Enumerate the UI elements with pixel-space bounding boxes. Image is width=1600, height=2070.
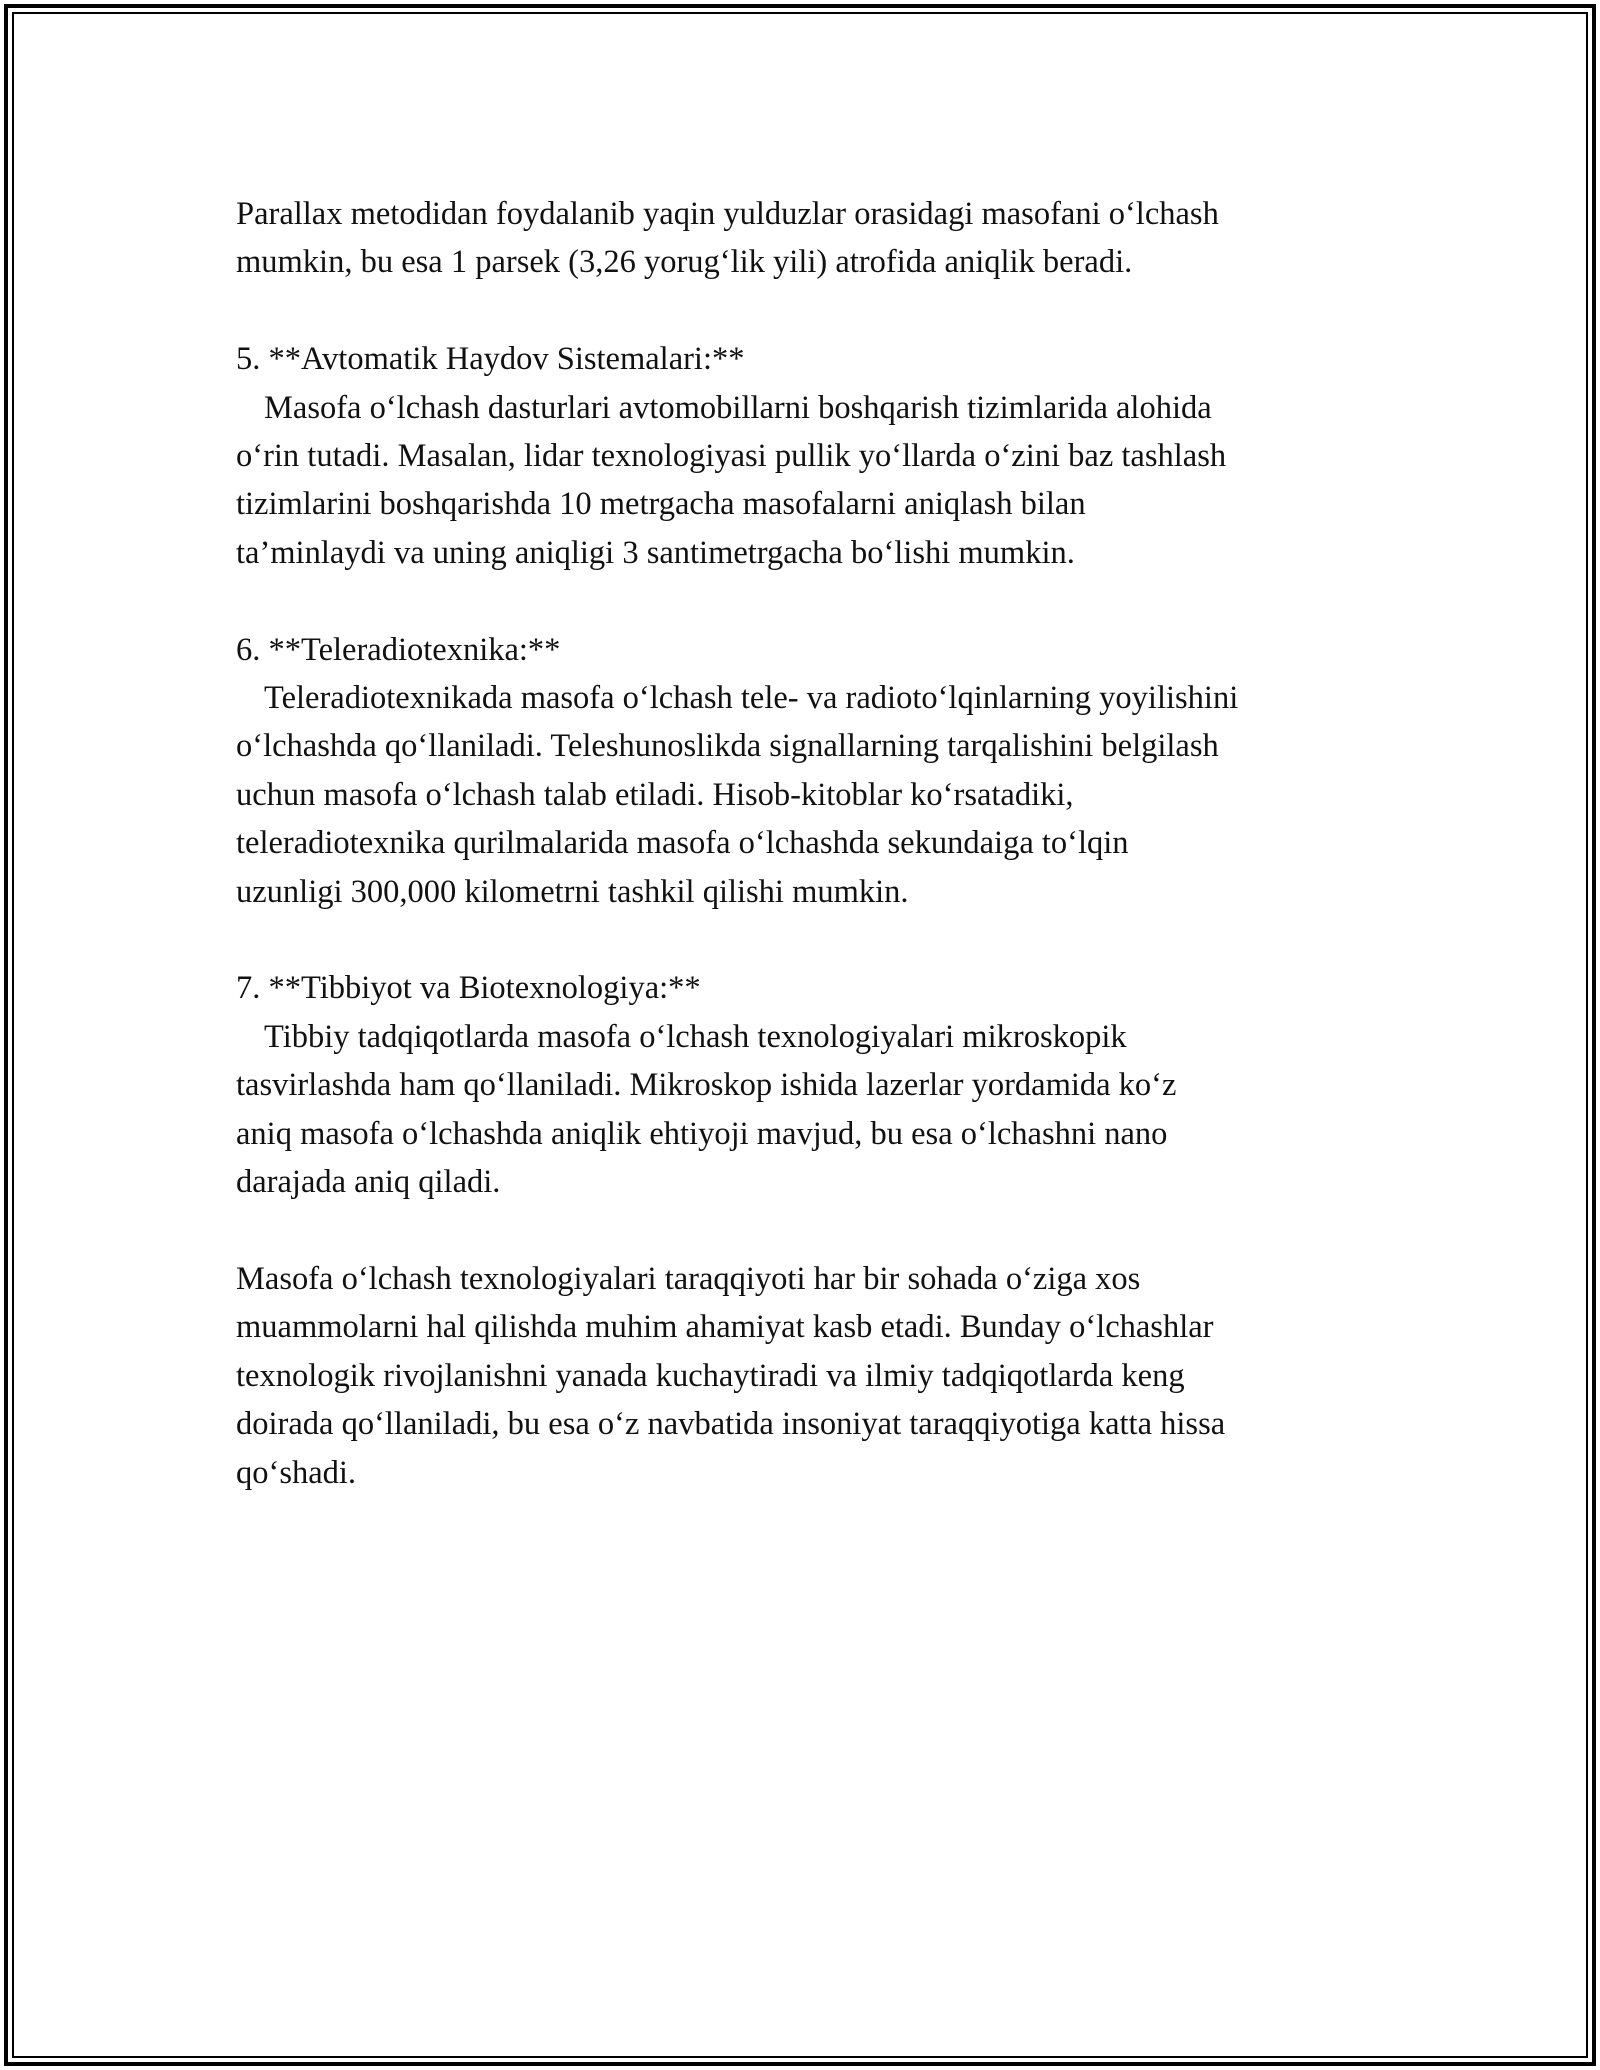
text-line: Teleradiotexnikada masofa o‘lchash tele- va radioto‘lqinlarning yoyilishini	[264, 680, 1239, 717]
section-5-heading: 5. **Avtomatik Haydov Sistemalari:**	[236, 341, 745, 378]
text-line: Masofa o‘lchash dasturlari avtomobillarni boshqarish tizimlarida alohida	[264, 389, 1212, 426]
text-line: mumkin, bu esa 1 parsek (3,26 yorug‘lik yili) atrofida aniqlik beradi.	[236, 244, 1133, 281]
text-line: Tibbiy tadqiqotlarda masofa o‘lchash texnologiyalari mikroskopik	[264, 1018, 1127, 1055]
section-7-heading: 7. **Tibbiyot va Biotexnologiya:**	[236, 970, 701, 1007]
section-6-heading: 6. **Teleradiotexnika:**	[236, 631, 561, 668]
text-line: Parallax metodidan foydalanib yaqin yulduzlar orasidagi masofani o‘lchash	[236, 196, 1219, 232]
text-line: muammolarni hal qilishda muhim ahamiyat kasb etadi. Bunday o‘lchashlar	[236, 1309, 1214, 1346]
conclusion-paragraph	[236, 1255, 1396, 1497]
text-line: doirada qo‘llaniladi, bu esa o‘z navbatida insoniyat taraqqiyotiga katta hissa	[236, 1406, 1226, 1443]
text-line: tasvirlashda ham qo‘llaniladi. Mikroskop ishida lazerlar yordamida ko‘z	[236, 1067, 1177, 1104]
text-line: aniq masofa o‘lchashda aniqlik ehtiyoji mavjud, bu esa o‘lchashni nano	[236, 1115, 1168, 1152]
text-line: uchun masofa o‘lchash talab etiladi. Hisob-kitoblar ko‘rsatadiki,	[236, 776, 1074, 813]
text-line: Masofa o‘lchash texnologiyalari taraqqiyoti har bir sohada o‘ziga xos	[236, 1260, 1141, 1297]
section-6	[236, 626, 1396, 916]
section-7	[236, 964, 1396, 1206]
text-line: uzunligi 300,000 kilometrni tashkil qilishi mumkin.	[236, 873, 909, 910]
section-5	[236, 335, 1396, 577]
document-body	[236, 190, 1396, 1545]
text-line: o‘lchashda qo‘llaniladi. Teleshunoslikda signallarning tarqalishini belgilash	[236, 728, 1219, 765]
intro-paragraph	[236, 190, 1396, 287]
text-line: qo‘shadi.	[236, 1454, 357, 1491]
text-line: darajada aniq qiladi.	[236, 1164, 501, 1201]
text-line: o‘rin tutadi. Masalan, lidar texnologiyasi pullik yo‘llarda o‘zini baz tashlash	[236, 438, 1227, 475]
text-line: tizimlarini boshqarishda 10 metrgacha masofalarni aniqlash bilan	[236, 486, 1086, 523]
text-line: teleradiotexnika qurilmalarida masofa o‘lchashda sekundaiga to‘lqin	[236, 825, 1129, 862]
text-line: ta’minlaydi va uning aniqligi 3 santimetrgacha bo‘lishi mumkin.	[236, 534, 1075, 571]
text-line: texnologik rivojlanishni yanada kuchaytiradi va ilmiy tadqiqotlarda keng	[236, 1357, 1185, 1394]
